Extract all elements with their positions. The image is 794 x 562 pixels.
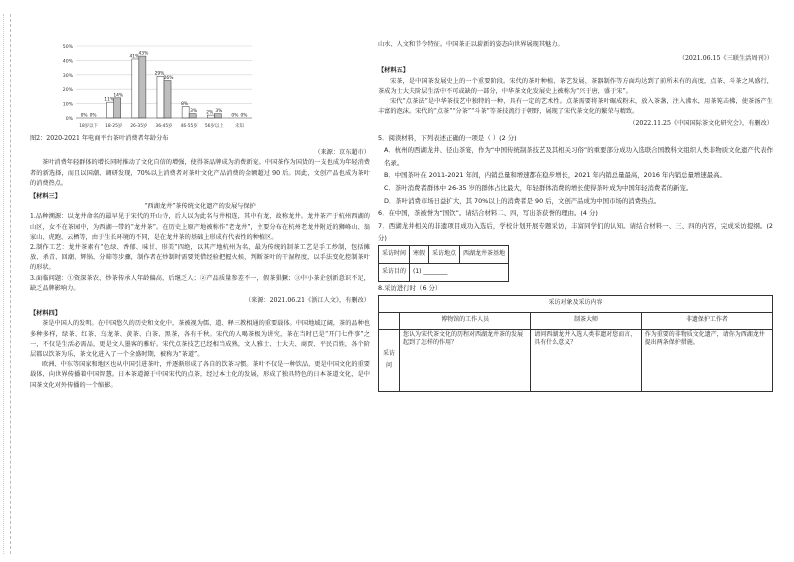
time-label: 采访时间	[379, 245, 410, 263]
question-7: 7．西湖龙井相关的非遗项目成功入选后，学校计划开展专题采访，丰富同学们的认知。请结合材料一、三、四的内容，完成采访提纲。(2 分)	[378, 221, 773, 243]
x-tick-label: 18-25岁	[105, 124, 123, 129]
option-b: B．中国茶叶在 2011-2021 年间，内销总量和增速都在稳步增长，2021 年内销总量最高，2016 年内销总量增速最高。	[384, 171, 726, 180]
paragraph: 1.品种溯源：以龙井命名的最早见于宋代的开山寺，后人以为此名与井相连，其中有龙，故称龙井。龙井茶产于杭州西湖的山区，女不在茶园中，为西湖一带的“龙井茶”。在历史上原产地被称作“老龙井”，主要分布在杭州老龙井附近的狮峰山、翁家山、虎跑、云栖等，由于生长环境的不同，是在龙井茶的基础上形成有代表性的种植区。	[30, 213, 370, 241]
paragraph: 茶叶消费年轻群体的增长同时推动了文化自信的增强，使得茶品牌成为消费新宠。中国茶作为国货的一支也成为年轻消费者的新选择，而且以国潮、调研发现，70%以上消费者对茶叶文化产品消费的金额超过 90 后。因此，文创产品也成为茶叶的消费热点。	[30, 159, 370, 187]
data-label: 41%	[129, 54, 140, 60]
paragraph: 2.制作工艺：龙井茶素有“色绿、香郁、味甘、形美”四绝，以其产地杭州为名，最为传统的制茶工艺是手工炒制，包括摊放、杀青、回潮、辉锅、分筛等步骤，制作者在炒制时需要凭借经验把握火候，判断茶叶的干湿程度，以手法变化控制茶叶的形状。	[30, 244, 370, 272]
source-line: （2021.06.15《三联生活周刊》）	[678, 55, 773, 63]
place-value: 西湖龙井茶基地	[460, 245, 509, 263]
data-label: 3%	[190, 109, 198, 115]
data-label: 0%	[80, 113, 88, 119]
column-header: 非遗保护工作者	[641, 312, 772, 329]
paragraph: 茶是中国人的发明。在中国悠久的历史和文化中，茶被视为儒、道、释三教相通的重要载体。中国地域辽阔，茶的品种也多种多样，绿茶、红茶、乌龙茶、黄茶、白茶、黑茶，各有千秋。宋代的人喝茶极为讲究，茶在当时已是“开门七件事”之一，不仅是生活必需品，更是文人墨客的雅好。宋代点茶技艺已经相当成熟，文人雅士、士大夫、商贾、平民百姓，各个阶层都以饮茶为乐，茶文化进入了一个全盛时期，被称为“茶道”。	[30, 320, 370, 359]
material-heading: 【材料五】	[378, 67, 409, 75]
question-cell: 作为重要的非物质文化遗产，请你为西湖龙井提出两条保护措施。	[641, 329, 772, 391]
data-label: 14%	[113, 93, 124, 99]
question-6: 6．在中国，茶被誉为“国饮”。请结合材料二、四，写出茶获誉的理由。(4 分)	[378, 209, 598, 218]
binding-margin-line	[10, 14, 19, 554]
question-8: 8.采访进行时（6 分）	[378, 283, 442, 292]
x-tick-label: 56岁以上	[204, 124, 224, 129]
interview-content-table	[378, 295, 773, 392]
option-c: C．茶叶消费者群体中 26-35 岁的群体占比最大，年轻群体消费的增长使得茶叶成为中国年轻消费者的新宠。	[384, 184, 693, 192]
data-label: 0%	[240, 113, 248, 119]
data-label: 0%	[231, 113, 239, 119]
question-cell: 请问西湖龙井入选人类非遗对您而言，具有什么意义？	[531, 329, 641, 391]
y-tick-label: 40%	[62, 59, 73, 65]
question-cell: 您认为宋代茶文化的历程对西湖龙井茶的发展起到了怎样的作用？	[400, 329, 531, 391]
data-label: 8%	[181, 101, 189, 107]
bar	[189, 114, 196, 118]
data-label: 43%	[138, 51, 149, 57]
x-tick-label: 46-55岁	[180, 124, 198, 129]
bar	[164, 81, 171, 118]
column-header: 制茶大师	[531, 312, 641, 329]
left-column	[30, 0, 370, 391]
place-label: 采访地点	[429, 245, 460, 263]
bar	[139, 56, 146, 118]
y-tick-label: 20%	[62, 88, 73, 94]
column-header: 博物馆的工作人员	[400, 312, 531, 329]
material-heading: 【材料三】	[30, 193, 61, 201]
bar	[114, 98, 121, 118]
data-label: 2%	[206, 110, 214, 116]
y-tick-label: 10%	[62, 102, 73, 108]
source-line: （来源：京东超市）	[314, 149, 370, 157]
interview-plan-table	[378, 245, 509, 282]
purpose-answer-blank[interactable]: (1) ________	[410, 263, 509, 281]
data-label: 26%	[163, 76, 174, 82]
table-header: 采访对象及采访内容	[379, 295, 773, 312]
option-a: A．杭州的西湖龙井、径山茶宴，作为“中国传统制茶技艺及其相关习俗”的重要部分成功入选联合国教科文组织人类非物质文化遗产代表作名录。	[384, 146, 773, 167]
data-label: 0%	[89, 113, 97, 119]
bar	[107, 102, 114, 118]
age-distribution-chart	[56, 42, 256, 130]
material-title: “西湖龙井”茶传统文化遗产的发展与保护	[144, 203, 256, 211]
y-tick-label: 50%	[62, 45, 73, 50]
bar	[214, 114, 221, 118]
paragraph: 宋茶，是中国茶发展史上的一个重要阶段。宋代的茶叶种植、茶艺发展、茶器制作等方面均达到了前所未有的高度，点茶、斗茶之风盛行，茶成为士大夫阶层生活中不可或缺的一部分，中华茶文化发展史上被称为“兴于唐，盛于宋”。	[378, 77, 773, 95]
y-tick-label: 30%	[62, 73, 73, 79]
source-line: （来源：2021.06.21《浙江人文》，有删改）	[244, 297, 370, 305]
x-tick-label: 26-35岁	[130, 124, 148, 129]
y-tick-label: 0%	[65, 117, 73, 122]
data-label: 3%	[215, 109, 223, 115]
x-tick-label: 未知	[235, 124, 244, 129]
bar	[182, 106, 189, 118]
x-tick-label: 36-45岁	[155, 124, 173, 129]
bar	[132, 59, 139, 118]
bar	[157, 76, 164, 118]
x-tick-label: 18岁以下	[79, 124, 98, 129]
option-d: D．茶叶消费市场日益扩大，其 70%以上的消费者是 90 后，文创产品成为中国市场的消费热点。	[384, 196, 661, 205]
chart-svg	[56, 42, 256, 130]
paragraph: 欧洲、中东等国家和地区也从中国引进茶叶，并逐渐形成了各自的饮茶习惯。茶叶不仅是一种饮品，更是中国文化的重要载体，向世界传播着中国智慧。日本茶道源于中国宋代的点茶，经过本土化的发展，形成了独具特色的日本茶道文化，是中国茶文化对外传播的一个缩影。	[30, 361, 370, 389]
purpose-label: 采访目的	[379, 263, 410, 281]
material-heading: 【材料四】	[30, 310, 61, 318]
paragraph: 宋代“点茶法”是中华茶技艺中独特的一种，具有一定的艺术性。点茶需要将茶叶碾成粉末，放入茶盏，注入沸水，用茶筅击拂，使茶汤产生丰富的泡沫。宋代的“点茶”“分茶”“斗茶”等茶技流行于朝野，展现了宋代茶文化的繁荣与精致。	[378, 98, 773, 116]
data-label: 29%	[154, 71, 165, 77]
paragraph: 3.面临问题：①资深茶农、炒茶传承人年龄偏高，后继乏人；②产品质量参差不一，假茶猖獗；③中小茶企创新意识不足，缺乏品牌影响力。	[30, 274, 370, 292]
right-column	[378, 40, 773, 392]
figure-caption: 图2：2020-2021 年电商平台茶叶消费者年龄分布	[30, 135, 169, 142]
row-label: 采访问	[379, 329, 400, 391]
question-5: 5．阅读材料，下列表述正确的一项是（ ）(2 分)	[378, 133, 517, 142]
paragraph: 山水、人文和节令特征。中国茶正以崭新的姿态向世界展现其魅力。	[378, 41, 564, 48]
data-label: 11%	[104, 97, 115, 103]
binding-margin-dots	[3, 14, 5, 554]
source-line: （2022.11.25《中国国际茶文化研究会》，有删改）	[629, 120, 773, 128]
time-value: 寒假	[410, 245, 429, 263]
